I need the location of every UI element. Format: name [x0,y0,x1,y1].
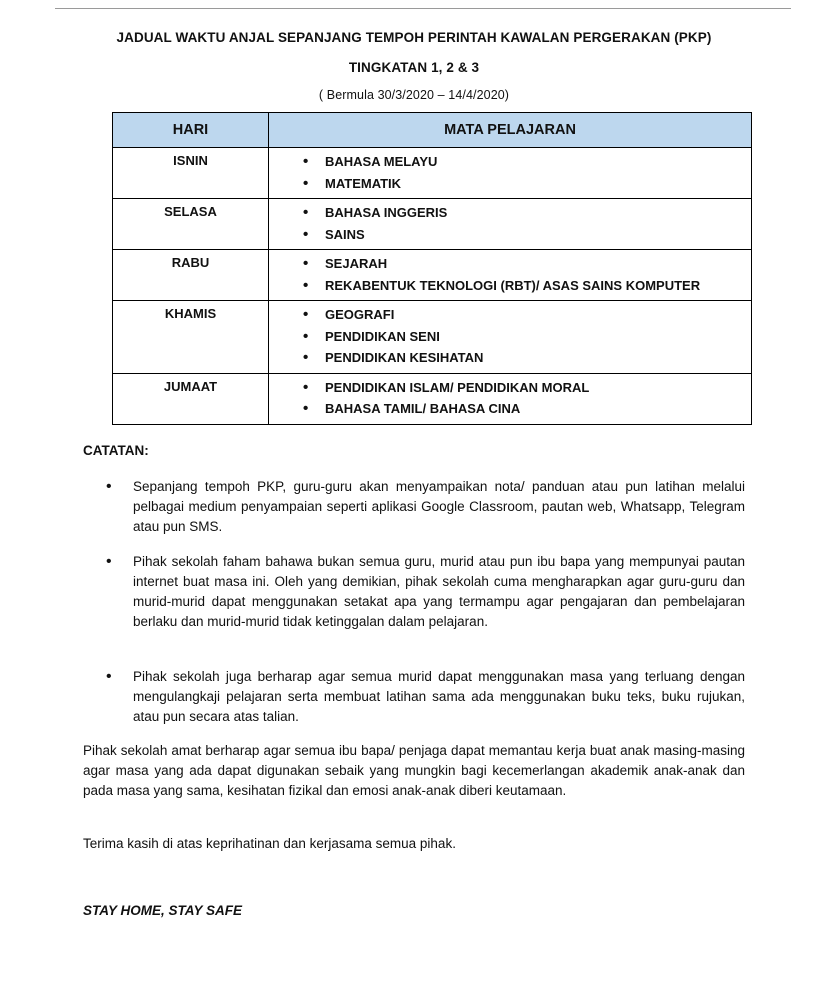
subjects-cell [269,250,752,301]
document-title: JADUAL WAKTU ANJAL SEPANJANG TEMPOH PERINTAH KAWALAN PERGERAKAN (PKP) [116,30,712,45]
subject-item: • GEOGRAFI [269,304,751,326]
subject-item: • BAHASA TAMIL/ BAHASA CINA [269,398,751,420]
document-period: ( Bermula 30/3/2020 – 14/4/2020) [318,88,510,102]
column-header-subjects: MATA PELAJARAN [269,113,752,148]
note-item: • Pihak sekolah faham bahawa bukan semua guru, murid atau pun ibu bapa yang mempunyai pautan internet buat masa ini. Oleh yang demikian, pihak sekolah cuma mengharapkan agar guru-guru dan murid-murid dapat menggunakan setakat apa yang termampu agar pengajaran dan pembelajaran berlaku dan murid-murid tidak ketinggalan dalam pelajaran. [133,552,745,632]
top-divider [55,8,791,9]
subject-item: • SEJARAH [269,253,751,275]
table-row [113,250,752,301]
table-header-row [113,113,752,148]
subjects-cell [269,148,752,199]
subject-item: • PENDIDIKAN ISLAM/ PENDIDIKAN MORAL [269,377,751,399]
day-cell: KHAMIS [113,301,269,374]
table-row [113,199,752,250]
subjects-cell [269,373,752,424]
notes-heading: CATATAN: [83,443,149,458]
subject-item: • PENDIDIKAN KESIHATAN [269,347,751,369]
table-row [113,373,752,424]
subject-item: • REKABENTUK TEKNOLOGI (RBT)/ ASAS SAINS KOMPUTER [269,275,751,297]
day-cell: ISNIN [113,148,269,199]
thanks-line: Terima kasih di atas keprihatinan dan kerjasama semua pihak. [83,836,456,851]
note-item: • Sepanjang tempoh PKP, guru-guru akan menyampaikan nota/ panduan atau pun latihan melalui pelbagai medium penyampaian seperti aplikasi Google Classroom, pautan web, Whatsapp, Telegram atau pun SMS. [133,477,745,537]
table-row [113,148,752,199]
note-item: • Pihak sekolah juga berharap agar semua murid dapat menggunakan masa yang terluang dengan mengulangkaji pelajaran serta membuat latihan sama ada menggunakan buku teks, buku rujukan, atau pun secara atas talian. [133,667,745,727]
document-subtitle: TINGKATAN 1, 2 & 3 [348,60,480,75]
subject-item: • SAINS [269,224,751,246]
closing-paragraph: Pihak sekolah amat berharap agar semua ibu bapa/ penjaga dapat memantau kerja buat anak masing-masing agar masa yang ada dapat digunakan sebaik yang mungkin bagi kecemerlangan akademik anak-anak dan pada masa yang sama, kesihatan fizikal dan emosi anak-anak diberi keutamaan. [83,743,745,798]
subject-item: • BAHASA INGGERIS [269,202,751,224]
day-cell: JUMAAT [113,373,269,424]
day-cell: RABU [113,250,269,301]
subjects-cell [269,301,752,374]
subject-item: • MATEMATIK [269,173,751,195]
day-cell: SELASA [113,199,269,250]
subject-item: • BAHASA MELAYU [269,151,751,173]
slogan: STAY HOME, STAY SAFE [83,903,243,918]
subject-item: • PENDIDIKAN SENI [269,326,751,348]
column-header-day: HARI [113,113,269,148]
table-row [113,301,752,374]
schedule-table [112,112,752,425]
subjects-cell [269,199,752,250]
